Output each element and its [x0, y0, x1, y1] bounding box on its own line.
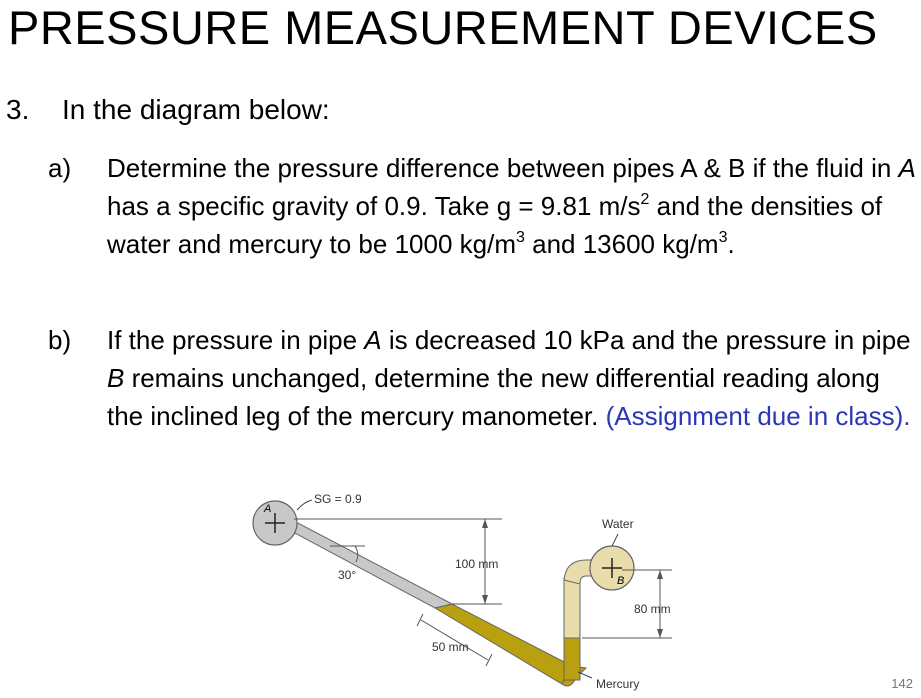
pipe-b-label: B: [617, 575, 625, 587]
page-title: PRESSURE MEASUREMENT DEVICES: [8, 1, 878, 54]
dim-80mm: 80 mm: [634, 602, 671, 616]
part-a-text: Determine the pressure difference between pipes A & B if the fluid in A has a specific gravity of 0.9. Take g = 9.81 $m/s^2$ and the densities of water and mercury to be 1000 $kg/m^3$ and 13600 $kg/m^3$.: [107, 153, 916, 259]
vertical-leg-water: [564, 578, 580, 638]
inclined-tube-fluid-a: [276, 521, 452, 608]
vertical-leg-mercury: [564, 638, 580, 680]
dim-100mm: 100 mm: [455, 557, 499, 571]
water-label: Water: [602, 517, 634, 531]
question-number: 3.: [6, 94, 30, 125]
dim-50mm: 50 mm: [432, 640, 469, 654]
question-intro: In the diagram below:: [62, 94, 330, 125]
part-b-label: b): [48, 325, 72, 355]
manometer-diagram: [240, 488, 680, 698]
part-a-label: a): [48, 153, 72, 183]
angle-label: 30°: [338, 568, 357, 582]
assignment-note: (Assignment due in class).: [605, 401, 911, 431]
mercury-label: Mercury: [596, 677, 640, 691]
sg-label: SG = 0.9: [314, 492, 362, 506]
part-b-text: If the pressure in pipe A is decreased 10 kPa and the pressure in pipe B remains unchanged, determine the new differential reading along the inclined leg of the mercury manometer. (Assignment due in class).: [107, 325, 911, 431]
page-number: 142: [891, 676, 913, 691]
pipe-a-label: A: [264, 503, 272, 515]
